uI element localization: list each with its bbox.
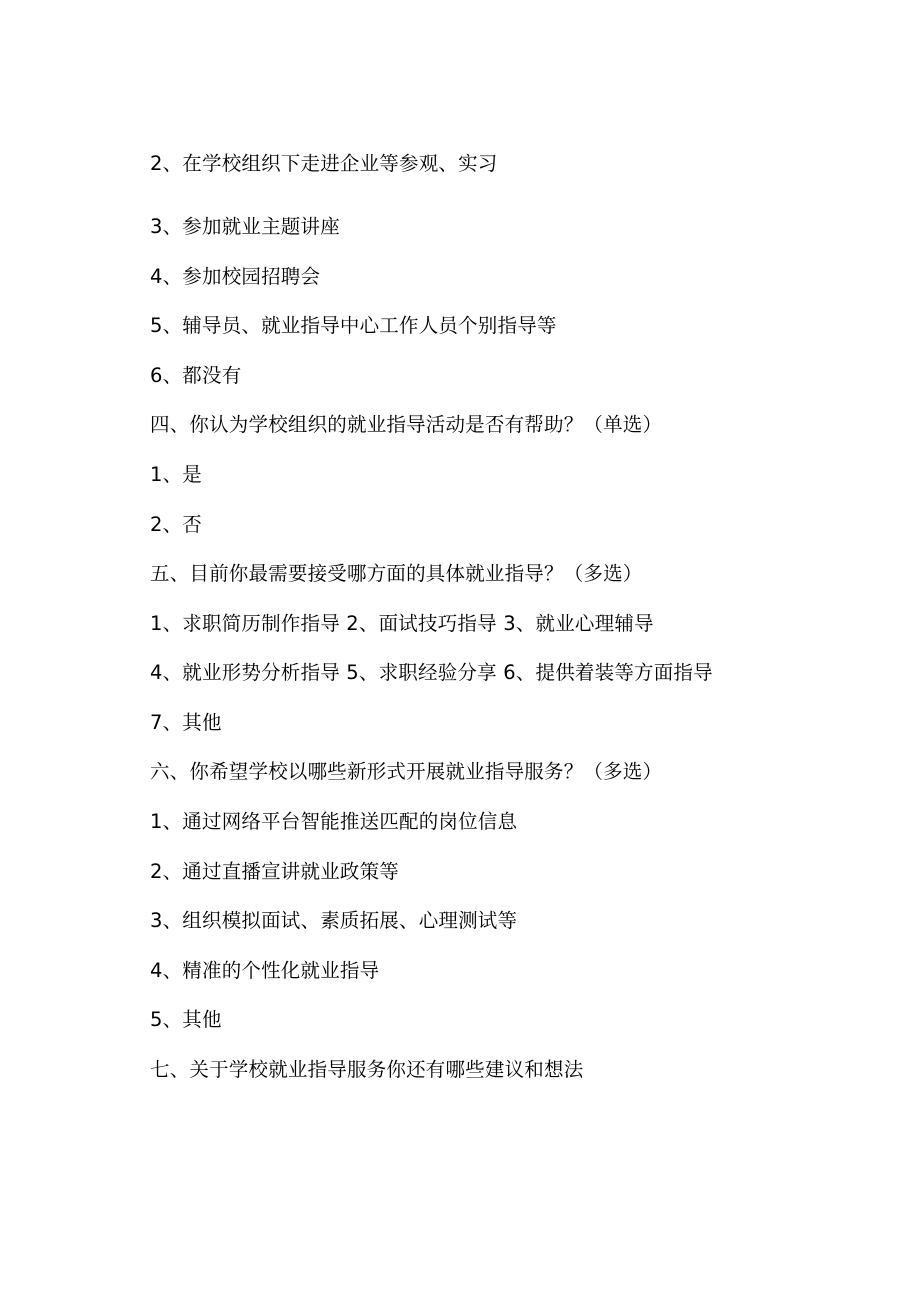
q6-option-2: 2、通过直播宣讲就业政策等 (150, 860, 400, 883)
q4-option-1: 1、是 (150, 463, 203, 486)
question-4-heading: 四、你认为学校组织的就业指导活动是否有帮助？（单选） (150, 413, 663, 436)
q5-options-1-3: 1、求职简历制作指导 2、面试技巧指导 3、就业心理辅导 (150, 612, 654, 635)
q3-option-3: 3、参加就业主题讲座 (150, 215, 340, 238)
q4-option-2: 2、否 (150, 513, 203, 536)
question-5-heading: 五、目前你最需要接受哪方面的具体就业指导？（多选） (150, 562, 643, 585)
q6-option-3: 3、组织模拟面试、素质拓展、心理测试等 (150, 909, 518, 932)
q6-option-1: 1、通过网络平台智能推送匹配的岗位信息 (150, 810, 518, 833)
q5-options-4-6: 4、就业形势分析指导 5、求职经验分享 6、提供着装等方面指导 (150, 661, 713, 684)
question-6-heading: 六、你希望学校以哪些新形式开展就业指导服务？（多选） (150, 760, 663, 783)
q3-option-2: 2、在学校组织下走进企业等参观、实习 (150, 152, 498, 175)
q5-option-7: 7、其他 (150, 711, 222, 734)
q3-option-6: 6、都没有 (150, 364, 242, 387)
q3-option-5: 5、辅导员、就业指导中心工作人员个别指导等 (150, 314, 557, 337)
q3-option-4: 4、参加校园招聘会 (150, 265, 321, 288)
q6-option-4: 4、精准的个性化就业指导 (150, 959, 380, 982)
question-7-heading: 七、关于学校就业指导服务你还有哪些建议和想法 (150, 1058, 584, 1081)
q6-option-5: 5、其他 (150, 1008, 222, 1031)
